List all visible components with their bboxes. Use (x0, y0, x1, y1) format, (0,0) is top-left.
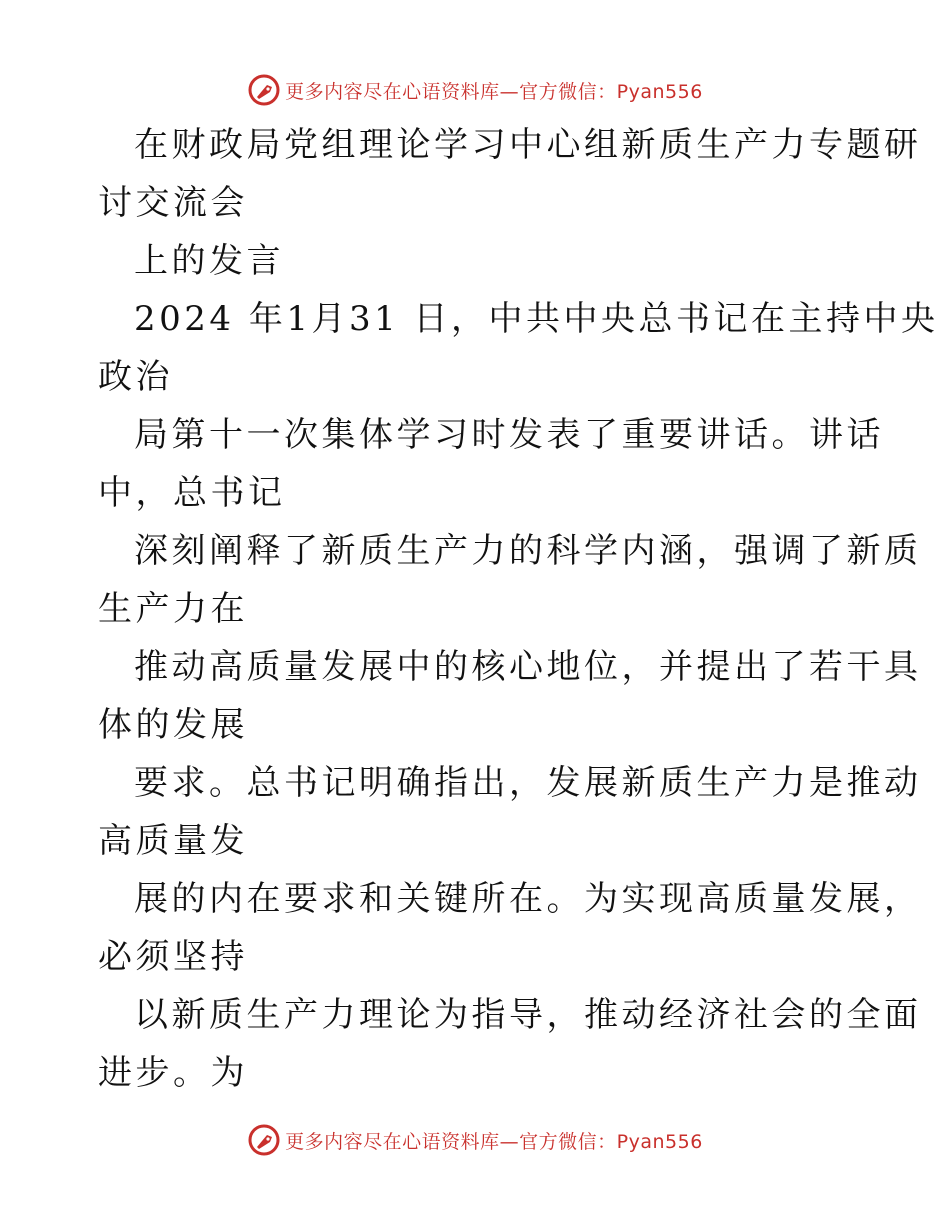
document-body (98, 120, 939, 1106)
text-line: 以新质生产力理论为指导，推动经济社会的全面 (134, 995, 922, 1035)
text-line: 中，总书记 (98, 473, 286, 513)
text-line: 体的发展 (98, 705, 248, 745)
text-line: 要求。总书记明确指出，发展新质生产力是推动 (134, 763, 922, 803)
text-line: 在财政局党组理论学习中心组新质生产力专题研 (134, 125, 922, 165)
pen-nib-circle-icon (247, 1123, 281, 1157)
text-line: 深刻阐释了新质生产力的科学内涵，强调了新质 (134, 531, 922, 571)
text-line: 2024 年1月31 日，中共中央总书记在主持中央 (134, 299, 939, 339)
text-line: 政治 (98, 357, 173, 397)
header-banner-text: 更多内容尽在心语资料库—官方微信：Pyan556 (285, 80, 703, 103)
pen-nib-circle-icon (247, 73, 281, 107)
header-banner (0, 70, 950, 110)
text-line: 高质量发 (98, 821, 248, 861)
text-line: 推动高质量发展中的核心地位，并提出了若干具 (134, 647, 922, 687)
text-line: 讨交流会 (98, 183, 248, 223)
text-line: 局第十一次集体学习时发表了重要讲话。讲话 (134, 415, 884, 455)
footer-banner (0, 1120, 950, 1160)
text-line: 进步。为 (98, 1053, 248, 1093)
text-line: 上的发言 (134, 241, 284, 281)
text-line: 生产力在 (98, 589, 248, 629)
text-line: 展的内在要求和关键所在。为实现高质量发展， (134, 879, 922, 919)
footer-banner-text: 更多内容尽在心语资料库—官方微信：Pyan556 (285, 1130, 703, 1153)
text-line: 必须坚持 (98, 937, 248, 977)
